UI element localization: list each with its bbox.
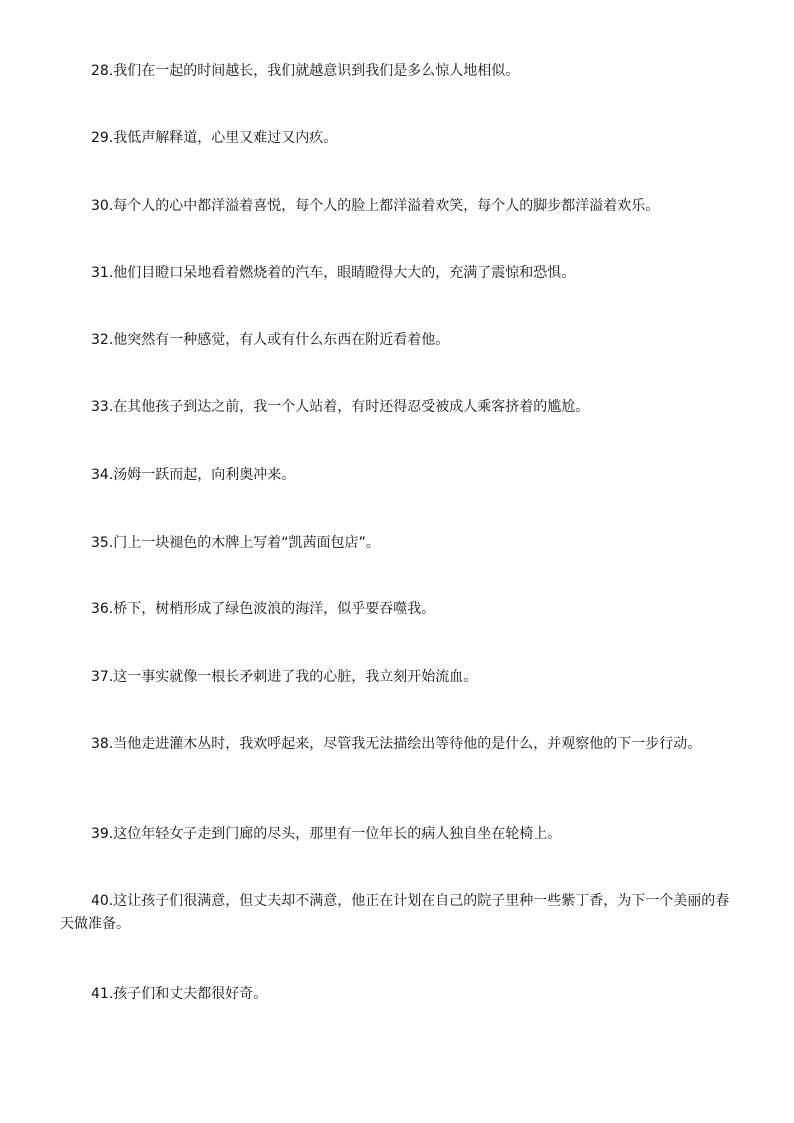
sentence-28: 28.我们在一起的时间越长，我们就越意识到我们是多么惊人地相似。 xyxy=(91,63,520,79)
sentence-33: 33.在其他孩子到达之前，我一个人站着，有时还得忍受被成人乘客挤着的尴尬。 xyxy=(91,399,590,415)
sentence-37: 37.这一事实就像一根长矛刺进了我的心脏，我立刻开始流血。 xyxy=(91,669,478,685)
sentence-36: 36.桥下，树梢形成了绿色波浪的海洋，似乎要吞噬我。 xyxy=(91,601,436,617)
sentence-30: 30.每个人的心中都洋溢着喜悦，每个人的脸上都洋溢着欢笑，每个人的脚步都洋溢着欢乐。 xyxy=(91,198,660,214)
sentence-41: 41.孩子们和丈夫都很好奇。 xyxy=(91,986,268,1002)
sentence-40: 40.这让孩子们很满意，但丈夫却不满意，他正在计划在自己的院子里种一些紫丁香，为下一个美丽的春天做准备。 xyxy=(60,893,730,932)
sentence-34: 34.汤姆一跃而起，向利奥冲来。 xyxy=(91,467,296,483)
sentence-35: 35.门上一块褪色的木牌上写着“凯茜面包店”。 xyxy=(91,535,380,551)
sentence-39: 39.这位年轻女子走到门廊的尽头，那里有一位年长的病人独自坐在轮椅上。 xyxy=(91,826,562,842)
sentence-31: 31.他们目瞪口呆地看着燃烧着的汽车，眼睛瞪得大大的，充满了震惊和恐惧。 xyxy=(91,265,576,281)
sentence-32: 32.他突然有一种感觉，有人或有什么东西在附近看着他。 xyxy=(91,332,450,348)
sentence-29: 29.我低声解释道，心里又难过又内疚。 xyxy=(91,130,338,146)
sentence-38: 38.当他走进灌木丛时，我欢呼起来，尽管我无法描绘出等待他的是什么，并观察他的下一步行动。 xyxy=(91,736,702,752)
